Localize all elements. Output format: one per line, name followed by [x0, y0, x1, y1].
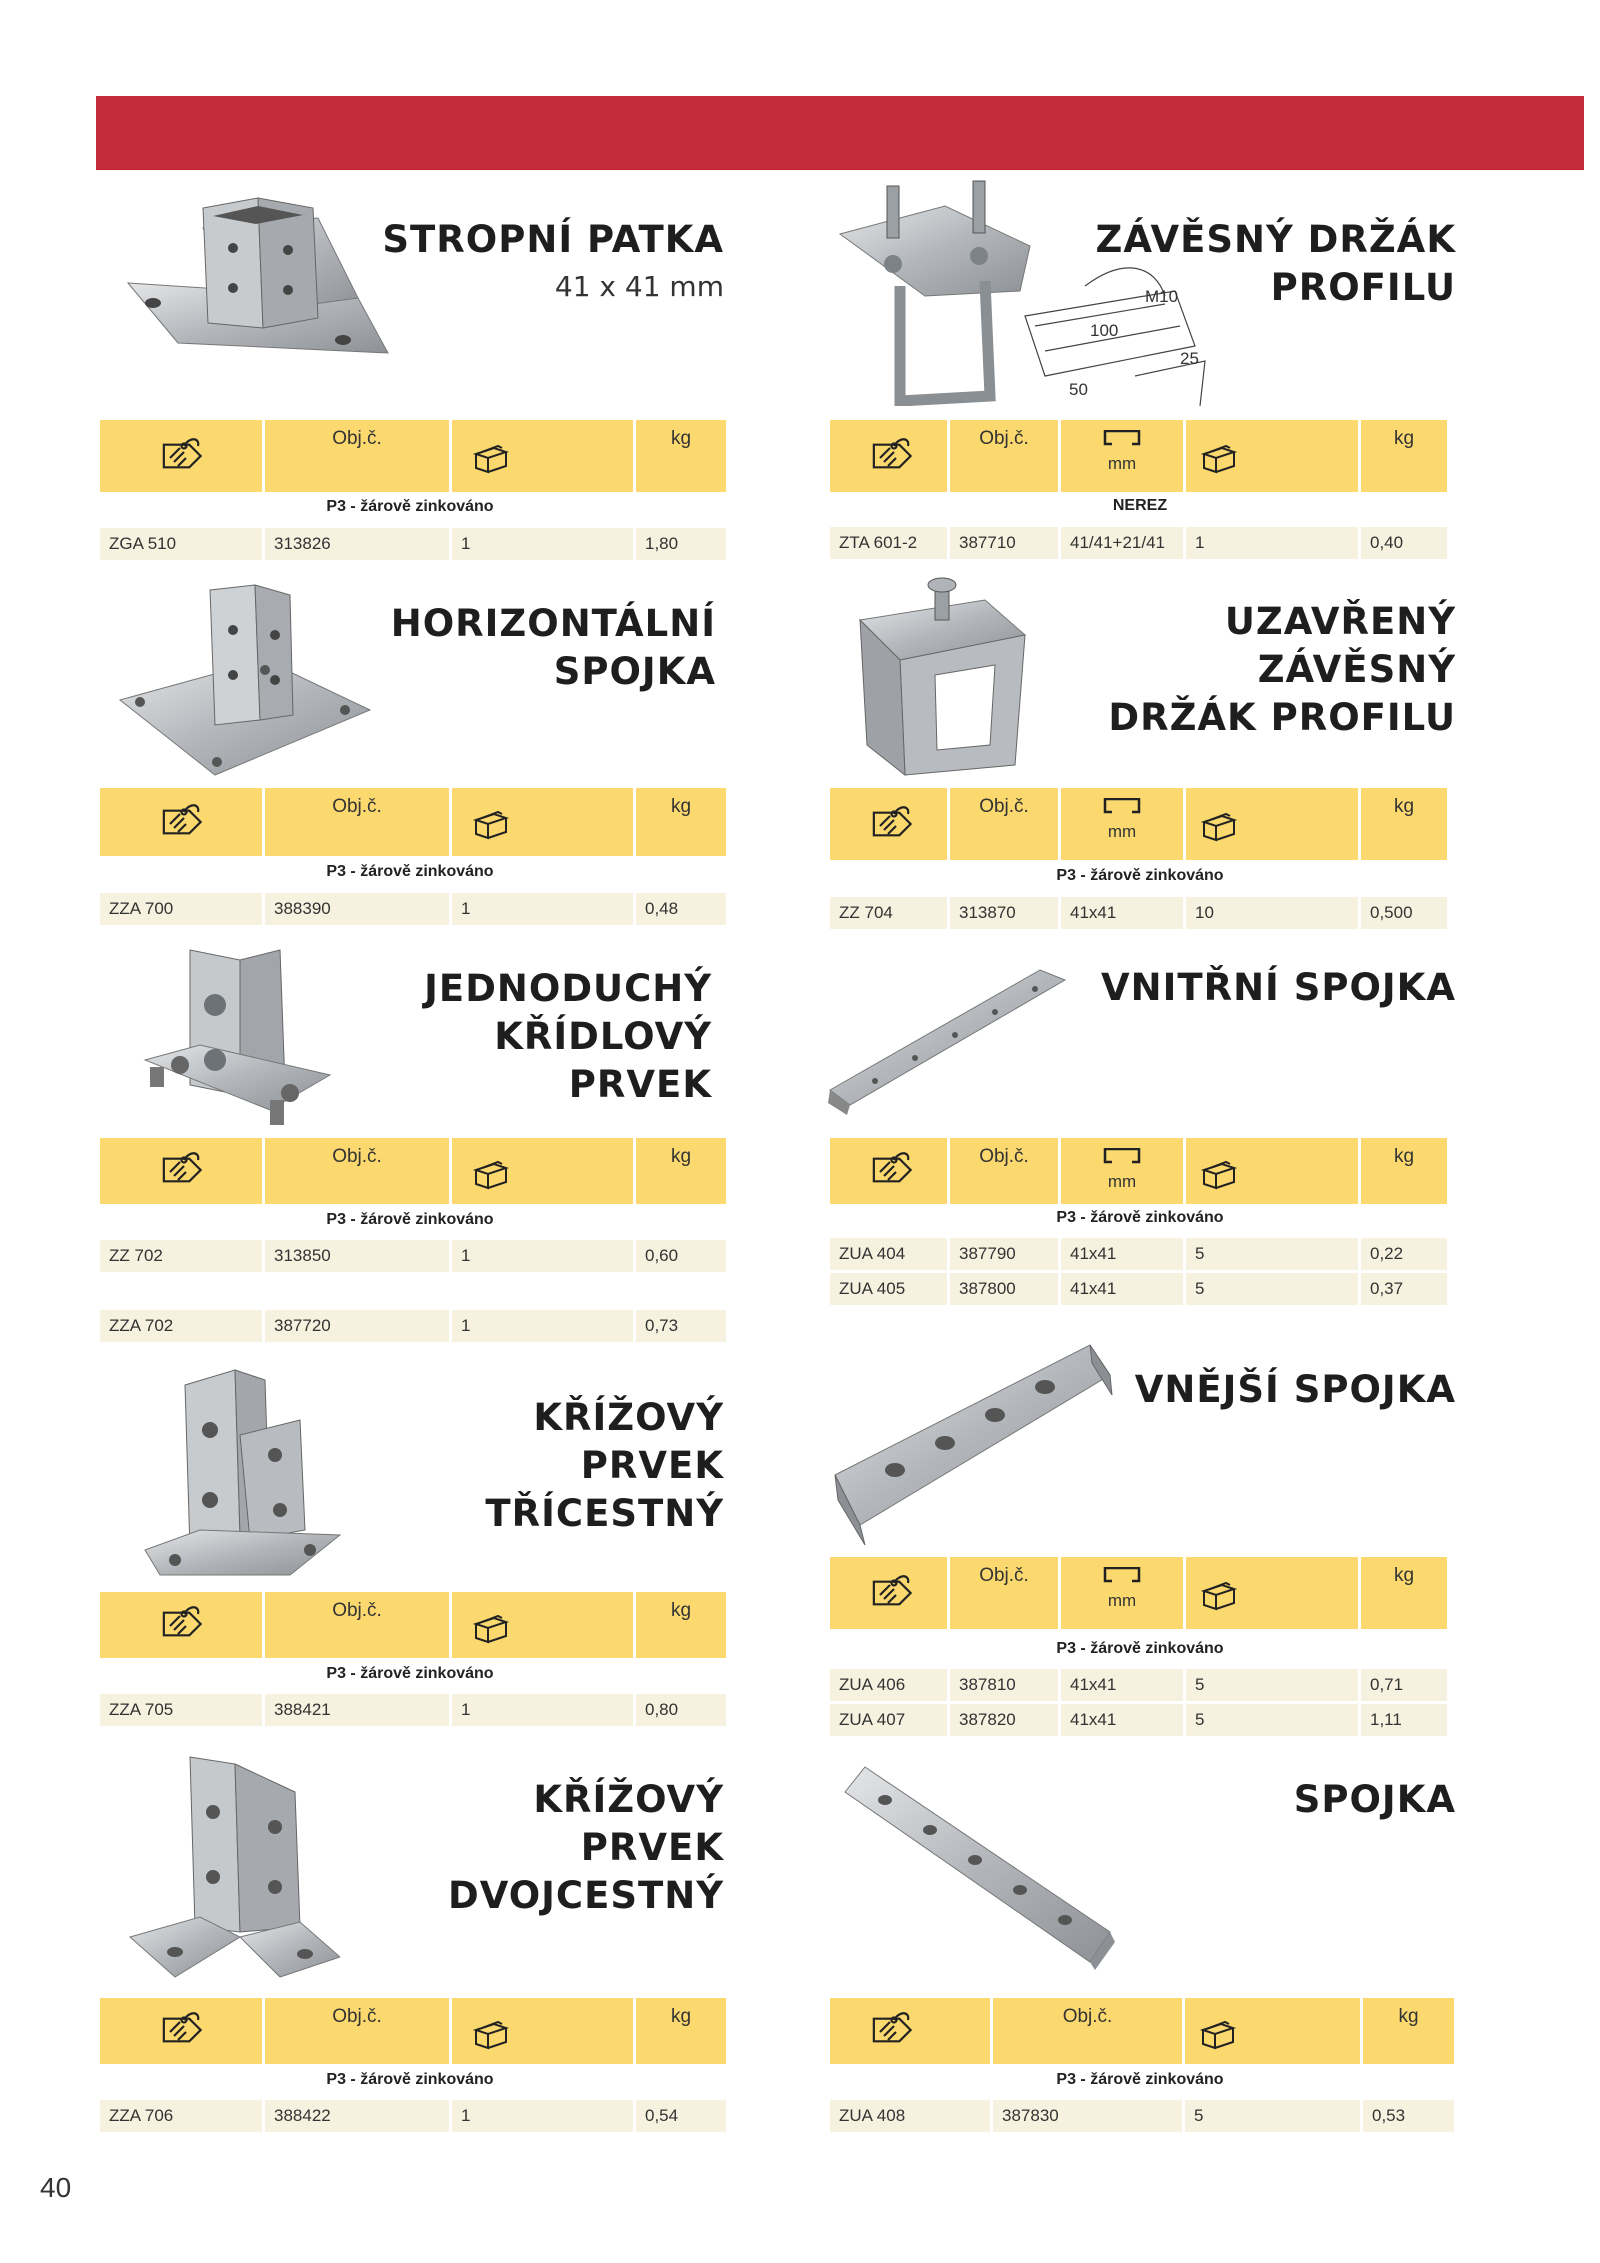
table-row — [100, 893, 726, 925]
cell-order: 387820 — [950, 1704, 1058, 1736]
cell-kg: 1,11 — [1361, 1704, 1447, 1736]
cell-code: ZGA 510 — [100, 528, 262, 560]
cell-code: ZZ 702 — [100, 1240, 262, 1272]
two-way-cross-image — [125, 1752, 340, 1982]
drawing-label: M10 — [1145, 287, 1179, 306]
col-obj-label: Obj.č. — [332, 796, 382, 817]
cell-size: 41/41+21/41 — [1061, 527, 1183, 559]
product-subtitle: 41 x 41 mm — [554, 270, 724, 303]
table-header — [830, 1138, 1447, 1204]
cell-size: 41x41 — [1061, 1704, 1183, 1736]
cell-kg: 0,37 — [1361, 1273, 1447, 1305]
cell-code: ZUA 407 — [830, 1704, 947, 1736]
cell-order: 387710 — [950, 527, 1058, 559]
table-row — [100, 1694, 726, 1726]
finish-note: P3 - žárově zinkováno — [1056, 2071, 1224, 2088]
col-kg-label: kg — [1393, 1565, 1415, 1586]
cell-kg: 1,80 — [636, 528, 726, 560]
cell-kg: 0,71 — [1361, 1669, 1447, 1701]
table-header — [100, 420, 726, 492]
tag-icon — [154, 432, 204, 482]
table-header — [100, 788, 726, 856]
cell-pack: 5 — [1185, 2100, 1360, 2132]
cell-order: 388390 — [265, 893, 449, 925]
col-obj-label: Obj.č. — [332, 2006, 382, 2027]
cell-pack: 5 — [1186, 1238, 1358, 1270]
tag-icon — [864, 800, 914, 850]
cell-order: 313870 — [950, 897, 1058, 929]
cell-kg: 0,48 — [636, 893, 726, 925]
col-kg-label: kg — [1393, 428, 1415, 449]
ceiling-base-image — [108, 188, 398, 388]
product-title: ZÁVĚSNÝ DRŽÁK PROFILU — [1095, 218, 1456, 309]
product-title: HORIZONTÁLNÍ SPOJKA — [390, 602, 716, 693]
drawing-label: 25 — [1180, 349, 1199, 368]
product-title: SPOJKA — [1293, 1778, 1456, 1821]
cell-code: ZZA 705 — [100, 1694, 262, 1726]
table-header — [830, 788, 1447, 860]
cell-order: 388422 — [265, 2100, 449, 2132]
col-obj-label: Obj.č. — [332, 428, 382, 449]
finish-note: NEREZ — [1112, 497, 1168, 514]
cell-kg: 0,22 — [1361, 1238, 1447, 1270]
table-row — [830, 1704, 1447, 1736]
product-title: KŘÍŽOVÝ PRVEK TŘÍCESTNÝ — [485, 1396, 724, 1535]
col-kg-label: kg — [1393, 796, 1415, 817]
cell-code: ZZA 700 — [100, 893, 262, 925]
package-icon — [1199, 2014, 1237, 2052]
tag-icon — [154, 1146, 204, 1196]
table-header — [830, 1557, 1447, 1629]
cell-code: ZUA 406 — [830, 1669, 947, 1701]
table-header — [830, 1998, 1454, 2064]
cell-code: ZZA 706 — [100, 2100, 262, 2132]
package-icon — [472, 438, 510, 476]
cell-pack: 5 — [1186, 1273, 1358, 1305]
cell-code: ZTA 601-2 — [830, 527, 947, 559]
horizontal-connector-image — [115, 580, 375, 780]
cell-pack: 1 — [452, 528, 633, 560]
cell-order: 387800 — [950, 1273, 1058, 1305]
wing-element-image — [140, 945, 340, 1135]
finish-note: P3 - žárově zinkováno — [326, 498, 494, 515]
finish-note: P3 - žárově zinkováno — [326, 2071, 494, 2088]
cell-size: 41x41 — [1061, 1273, 1183, 1305]
col-mm-label: mm — [1107, 822, 1137, 841]
cell-pack: 5 — [1186, 1669, 1358, 1701]
cell-code: ZUA 405 — [830, 1273, 947, 1305]
channel-profile-icon — [1102, 430, 1142, 446]
table-header — [100, 1138, 726, 1204]
flat-connector-image — [840, 1762, 1120, 1972]
cell-order: 387830 — [993, 2100, 1182, 2132]
cell-order: 313826 — [265, 528, 449, 560]
table-header — [100, 1998, 726, 2064]
cell-pack: 1 — [1186, 527, 1358, 559]
tag-icon — [154, 2006, 204, 2056]
table-header — [100, 1592, 726, 1658]
col-obj-label: Obj.č. — [979, 796, 1029, 817]
col-obj-label: Obj.č. — [979, 1565, 1029, 1586]
finish-note: P3 - žárově zinkováno — [326, 1665, 494, 1682]
cell-kg: 0,80 — [636, 1694, 726, 1726]
cell-size: 41x41 — [1061, 1238, 1183, 1270]
tag-icon — [864, 432, 914, 482]
product-title: VNĚJŠÍ SPOJKA — [1134, 1368, 1456, 1411]
three-way-cross-image — [140, 1365, 350, 1580]
inner-connector-image — [825, 955, 1075, 1115]
cell-code: ZUA 408 — [830, 2100, 990, 2132]
channel-profile-icon — [1102, 1567, 1142, 1583]
col-mm-label: mm — [1107, 454, 1137, 473]
hanger-bracket-image — [835, 176, 1220, 406]
cell-pack: 1 — [452, 1694, 633, 1726]
col-obj-label: Obj.č. — [979, 1146, 1029, 1167]
package-icon — [472, 2014, 510, 2052]
cell-order: 387790 — [950, 1238, 1058, 1270]
package-icon — [1200, 806, 1238, 844]
package-icon — [1200, 438, 1238, 476]
red-header-bar — [96, 96, 1584, 170]
col-kg-label: kg — [670, 2006, 692, 2027]
col-kg-label: kg — [670, 796, 692, 817]
finish-note: P3 - žárově zinkováno — [1056, 1209, 1224, 1226]
cell-order: 388421 — [265, 1694, 449, 1726]
package-icon — [472, 804, 510, 842]
table-row — [100, 528, 726, 560]
cell-pack: 1 — [452, 1240, 633, 1272]
product-title: STROPNÍ PATKA — [382, 218, 724, 261]
cell-kg: 0,60 — [636, 1240, 726, 1272]
closed-hanger-bracket-image — [855, 575, 1035, 780]
col-kg-label: kg — [670, 1146, 692, 1167]
cell-kg: 0,54 — [636, 2100, 726, 2132]
package-icon — [472, 1154, 510, 1192]
cell-pack: 10 — [1186, 897, 1358, 929]
finish-note: P3 - žárově zinkováno — [326, 1211, 494, 1228]
table-row — [100, 1240, 726, 1272]
tag-icon — [864, 1569, 914, 1619]
cell-pack: 1 — [452, 893, 633, 925]
finish-note: P3 - žárově zinkováno — [1056, 867, 1224, 884]
product-title: KŘÍŽOVÝ PRVEK DVOJCESTNÝ — [448, 1778, 724, 1917]
col-obj-label: Obj.č. — [332, 1146, 382, 1167]
table-row — [100, 1310, 726, 1342]
tag-icon — [154, 1600, 204, 1650]
product-title: VNITŘNÍ SPOJKA — [1100, 966, 1456, 1009]
table-header — [830, 420, 1447, 492]
cell-pack: 1 — [452, 1310, 633, 1342]
cell-kg: 0,500 — [1361, 897, 1447, 929]
col-mm-label: mm — [1107, 1591, 1137, 1610]
cell-kg: 0,73 — [636, 1310, 726, 1342]
table-row — [830, 897, 1447, 929]
outer-connector-image — [830, 1335, 1115, 1545]
tag-icon — [864, 2006, 914, 2056]
package-icon — [1200, 1575, 1238, 1613]
col-kg-label: kg — [1393, 1146, 1415, 1167]
product-title: UZAVŘENÝ ZÁVĚSNÝ DRŽÁK PROFILU — [1108, 600, 1456, 739]
cell-pack: 5 — [1186, 1704, 1358, 1736]
finish-note: P3 - žárově zinkováno — [1056, 1640, 1224, 1657]
channel-profile-icon — [1102, 798, 1142, 814]
table-row — [830, 1238, 1447, 1270]
cell-size: 41x41 — [1061, 1669, 1183, 1701]
cell-order: 387720 — [265, 1310, 449, 1342]
col-kg-label: kg — [670, 1600, 692, 1621]
finish-note: P3 - žárově zinkováno — [326, 863, 494, 880]
cell-kg: 0,40 — [1361, 527, 1447, 559]
cell-order: 387810 — [950, 1669, 1058, 1701]
col-obj-label: Obj.č. — [979, 428, 1029, 449]
table-row — [100, 2100, 726, 2132]
cell-code: ZUA 404 — [830, 1238, 947, 1270]
cell-code: ZZ 704 — [830, 897, 947, 929]
cell-code: ZZA 702 — [100, 1310, 262, 1342]
page-number: 40 — [40, 2172, 72, 2203]
package-icon — [472, 1608, 510, 1646]
col-kg-label: kg — [670, 428, 692, 449]
channel-profile-icon — [1102, 1148, 1142, 1164]
table-row — [830, 2100, 1454, 2132]
drawing-label: 100 — [1090, 321, 1119, 340]
product-title: JEDNODUCHÝ KŘÍDLOVÝ PRVEK — [424, 967, 712, 1106]
col-mm-label: mm — [1107, 1172, 1137, 1191]
drawing-label: 50 — [1069, 380, 1088, 399]
table-row — [830, 527, 1447, 559]
cell-kg: 0,53 — [1363, 2100, 1454, 2132]
tag-icon — [154, 798, 204, 848]
tag-icon — [864, 1146, 914, 1196]
col-kg-label: kg — [1398, 2006, 1419, 2027]
cell-order: 313850 — [265, 1240, 449, 1272]
table-row — [830, 1273, 1447, 1305]
table-row — [830, 1669, 1447, 1701]
cell-size: 41x41 — [1061, 897, 1183, 929]
col-obj-label: Obj.č. — [1062, 2006, 1113, 2027]
col-obj-label: Obj.č. — [332, 1600, 382, 1621]
package-icon — [1200, 1154, 1238, 1192]
cell-pack: 1 — [452, 2100, 633, 2132]
